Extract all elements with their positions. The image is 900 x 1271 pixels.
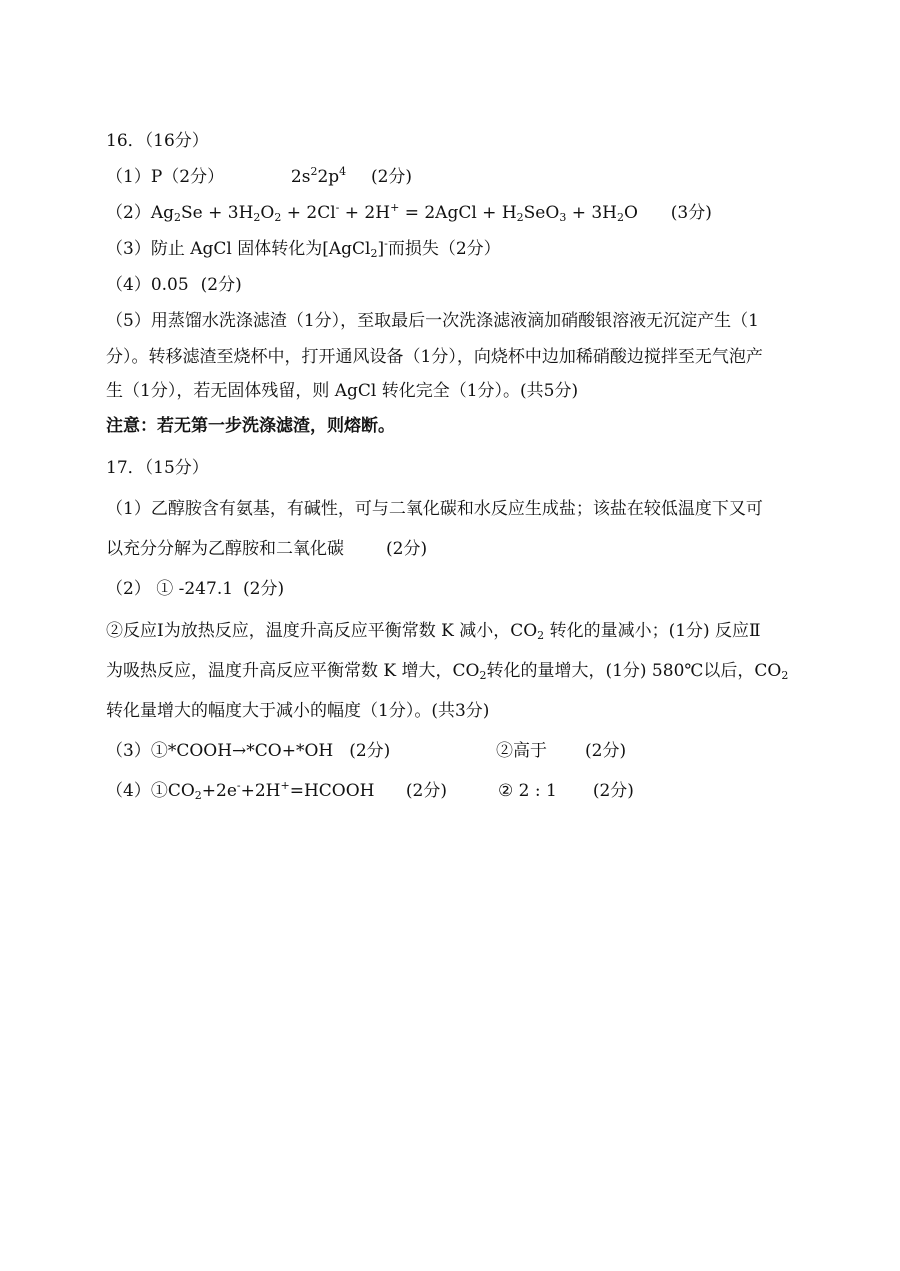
q17-part4-equation: $(4)①CO_2+2e^-+2H^+=HCOOH$ (106, 779, 375, 802)
q16-part4: （4）0.05 (2分) (106, 275, 242, 295)
q17-part1-line2: 以充分分解为乙醇胺和二氧化碳 (2分) (106, 539, 428, 559)
q17-part2b-line2: 为吸热反应，温度升高反应平衡常数 K 增大，$CO_2$转化的量增大，(1分) 580℃以后，$CO_2$ (106, 661, 789, 682)
q16-part5-line1: （5）用蒸馏水洗涤滤渣（1分），至取最后一次洗涤滤液滴加硝酸银溶液无沉淀产生（1 (106, 311, 759, 331)
q16-part1-score: (2分) (370, 167, 413, 187)
q17-heading: 17．（15分） (106, 458, 209, 478)
q17-part2: （2） ① -247.1 (2分) (106, 579, 285, 599)
q17-part1-score: (2分) (386, 539, 428, 559)
q17-part4b-score: (2分) (592, 781, 634, 801)
q16-part1-config: $2s^22p^4$ (290, 165, 347, 187)
q17-part3-score: (2分) (349, 741, 391, 761)
q16-part1 (106, 166, 412, 188)
q16-part2-score: (3分) (670, 203, 712, 223)
q17-part3b: ②高于 (2分) (496, 741, 627, 761)
q16-part1-label: （1）P（2分） (106, 167, 225, 187)
q17-part3b-score: (2分) (585, 741, 627, 761)
q16-part5-line2: 分）。转移滤渣至烧杯中，打开通风设备（1分），向烧杯中边加稀硝酸边搅拌至无气泡产 (106, 347, 763, 367)
q16-part4-score: (2分) (200, 275, 242, 295)
q16-note: 注意：若无第一步洗涤滤渣，则熔断。 (106, 416, 395, 436)
q17-part1-line1: （1）乙醇胺含有氨基，有碱性，可与二氧化碳和水反应生成盐；该盐在较低温度下又可 (106, 499, 763, 519)
q16-part2: $(2)Ag_2Se + 3H_2O_2 + 2Cl^- + 2H^+$ = 2AgCl + $H_2SeO_3 + 3H_2O$ (3分) (106, 201, 712, 224)
q16-part2-equation: $Ag_2Se + 3H_2O_2 + 2Cl^- + 2H^+$ = 2AgCl + $H_2SeO_3 + 3H_2O$ (150, 201, 638, 224)
q16-heading: 16．（16分） (106, 131, 209, 151)
q16-part3: （3）防止 AgCl 固体转化为[AgCl$_2$]-而损失（2分） (106, 237, 501, 260)
q17-part2b-line3: 转化量增大的幅度大于减小的幅度（1分）。(共3分) (106, 701, 490, 721)
q17-part4b: ② 2 : 1 (2分) (498, 781, 634, 801)
q17-part2b-line1: ②反应Ⅰ为放热反应，温度升高反应平衡常数 K 减小，$CO_2$ 转化的量减小；(1分) 反应Ⅱ (106, 621, 761, 642)
q17-part4 (106, 780, 447, 802)
q17-part3: （3）①*COOH→*CO+*OH (2分) (106, 741, 391, 761)
q17-part4-score: (2分) (405, 781, 447, 801)
q17-part2-score: (2分) (243, 579, 285, 599)
q16-part5-line3: 生（1分），若无固体残留，则 AgCl 转化完全（1分）。(共5分) (106, 381, 579, 401)
